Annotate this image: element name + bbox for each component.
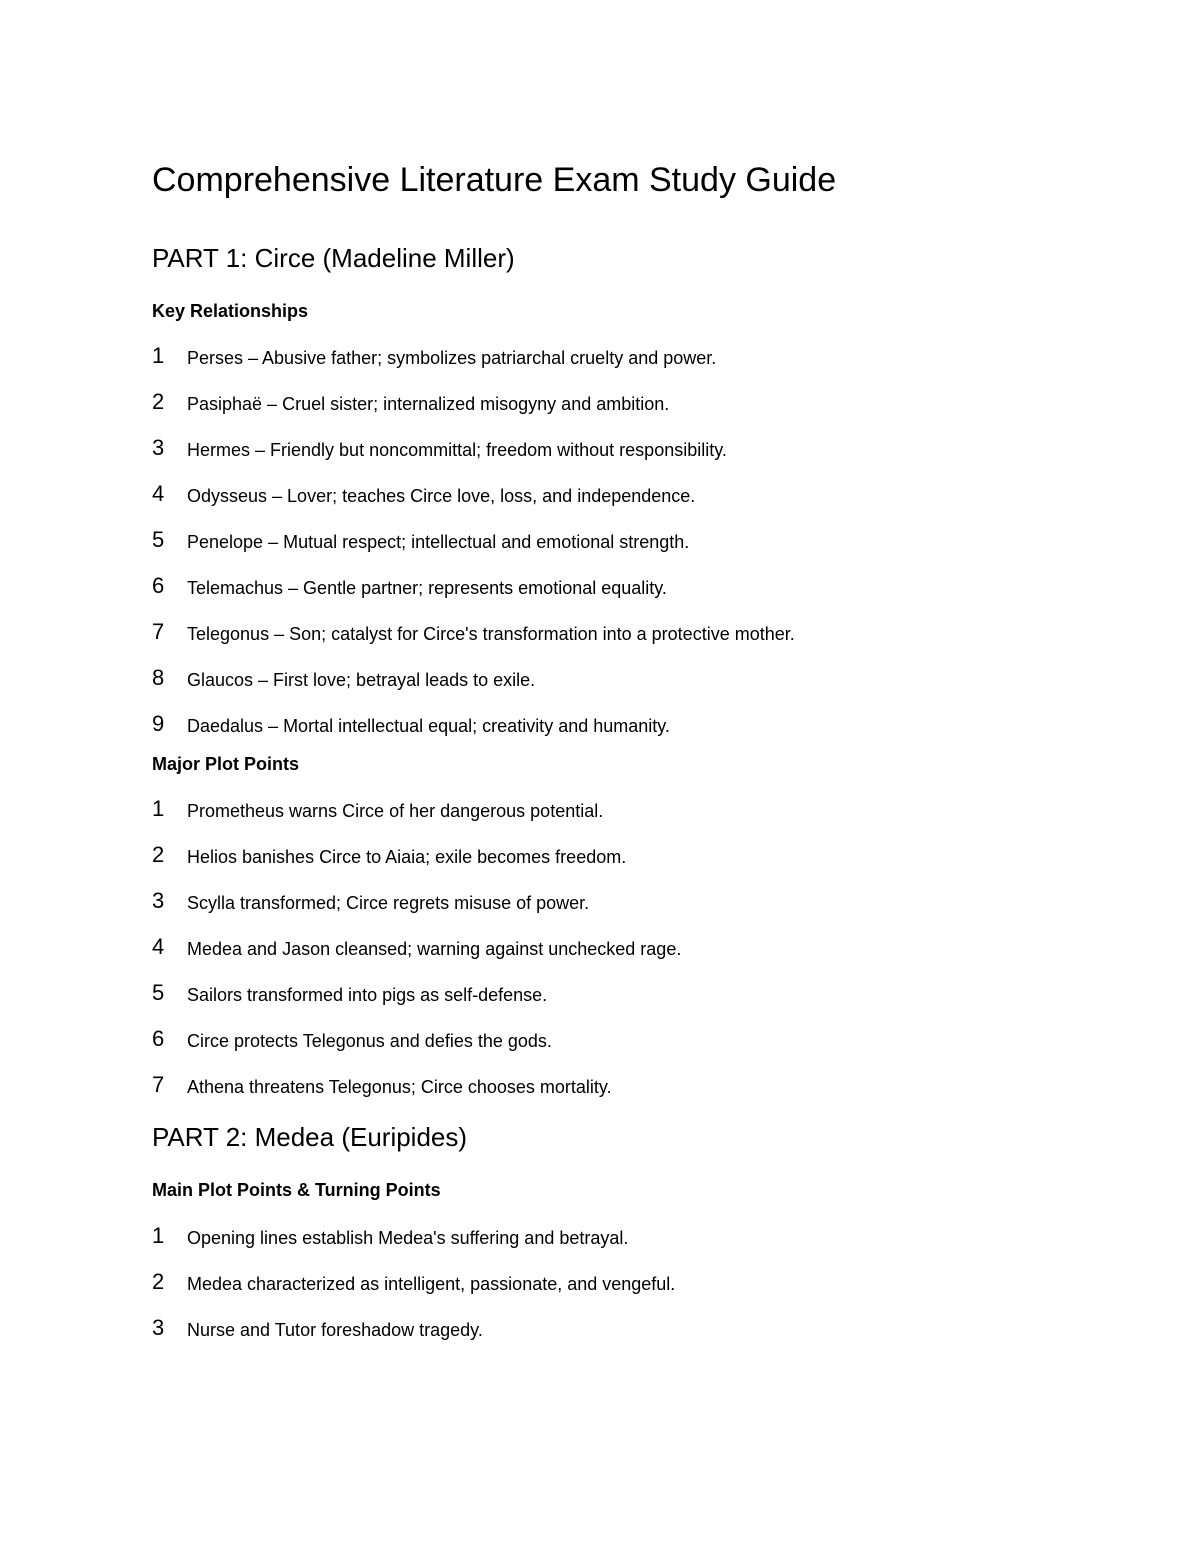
list-item-number: 8 <box>152 665 165 690</box>
list-item-text: Helios banishes Circe to Aiaia; exile becomes freedom. <box>187 847 627 867</box>
list-item-number: 2 <box>152 842 165 867</box>
list-item-text: Scylla transformed; Circe regrets misuse of power. <box>187 893 590 913</box>
list-item-number: 3 <box>152 888 165 913</box>
list-item-number: 7 <box>152 1072 165 1097</box>
list-item-text: Sailors transformed into pigs as self-defense. <box>187 985 548 1005</box>
part2-heading: PART 2: Medea (Euripides) <box>152 1122 468 1152</box>
list-item-text: Nurse and Tutor foreshadow tragedy. <box>187 1320 483 1340</box>
list-item-number: 6 <box>152 573 165 598</box>
list-item-text: Hermes – Friendly but noncommittal; freedom without responsibility. <box>187 440 727 460</box>
list-item-number: 4 <box>152 934 165 959</box>
list-item-number: 2 <box>152 389 165 414</box>
list-item-number: 3 <box>152 435 165 460</box>
list-item-text: Glaucos – First love; betrayal leads to exile. <box>187 670 536 690</box>
list-item-text: Penelope – Mutual respect; intellectual and emotional strength. <box>187 532 690 552</box>
list-item-text: Odysseus – Lover; teaches Circe love, loss, and independence. <box>187 486 696 506</box>
list-item-text: Daedalus – Mortal intellectual equal; creativity and humanity. <box>187 716 670 736</box>
list-item-text: Medea and Jason cleansed; warning against unchecked rage. <box>187 939 682 959</box>
list-item-number: 3 <box>152 1315 165 1340</box>
list-item-number: 5 <box>152 980 165 1005</box>
list-item-text: Telemachus – Gentle partner; represents emotional equality. <box>187 578 667 598</box>
list-item-text: Circe protects Telegonus and defies the gods. <box>187 1031 552 1051</box>
list-item-number: 1 <box>152 343 165 368</box>
list-item-text: Medea characterized as intelligent, passionate, and vengeful. <box>187 1274 676 1294</box>
main-plot-points-heading: Main Plot Points & Turning Points <box>152 1180 441 1200</box>
key-relationships-heading: Key Relationships <box>152 301 309 321</box>
list-item-number: 1 <box>152 1223 165 1248</box>
list-item-text: Athena threatens Telegonus; Circe chooses mortality. <box>187 1077 612 1097</box>
list-item-text: Pasiphaë – Cruel sister; internalized misogyny and ambition. <box>187 394 670 414</box>
list-item-text: Opening lines establish Medea's suffering and betrayal. <box>187 1228 629 1248</box>
list-item-text: Perses – Abusive father; symbolizes patriarchal cruelty and power. <box>187 348 717 368</box>
list-item-text: Telegonus – Son; catalyst for Circe's transformation into a protective mother. <box>187 624 795 644</box>
list-item-number: 5 <box>152 527 165 552</box>
document-title: Comprehensive Literature Exam Study Guide <box>152 161 837 199</box>
list-item-number: 9 <box>152 711 165 736</box>
list-item-number: 7 <box>152 619 165 644</box>
part1-heading: PART 1: Circe (Madeline Miller) <box>152 243 515 273</box>
major-plot-points-heading: Major Plot Points <box>152 754 300 774</box>
list-item-number: 6 <box>152 1026 165 1051</box>
list-item-number: 4 <box>152 481 165 506</box>
list-item-number: 1 <box>152 796 165 821</box>
list-item-number: 2 <box>152 1269 165 1294</box>
list-item-text: Prometheus warns Circe of her dangerous potential. <box>187 801 604 821</box>
